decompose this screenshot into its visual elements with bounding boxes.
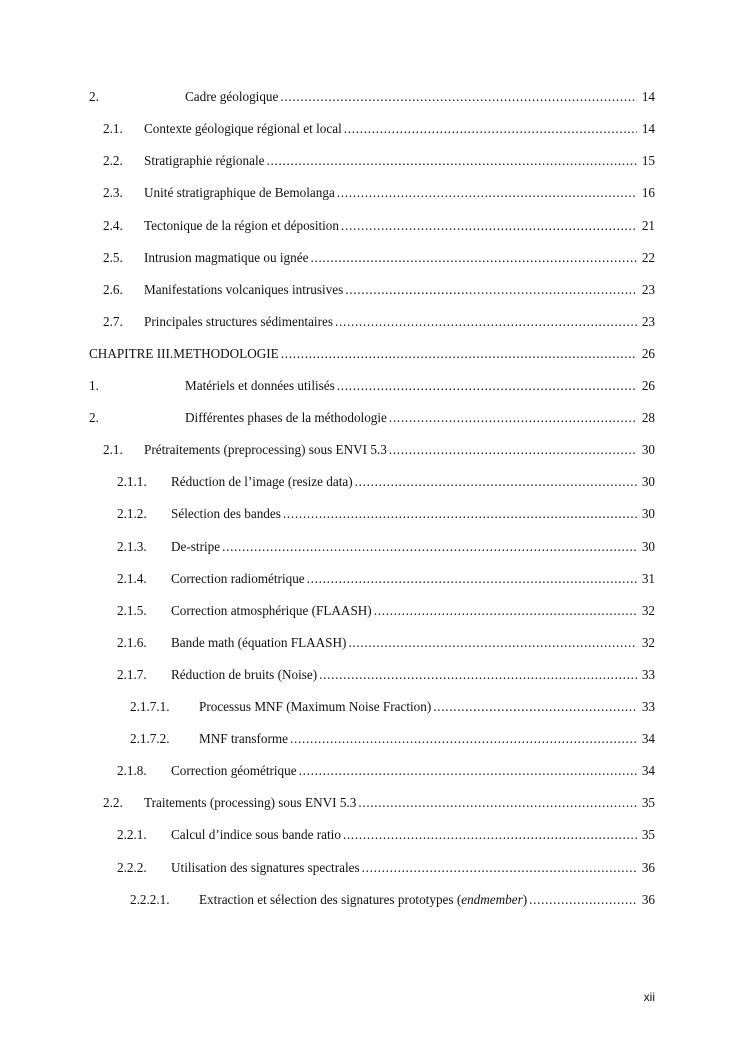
toc-entry-title: Utilisation des signatures spectrales xyxy=(171,860,360,875)
toc-entry-number: 2. xyxy=(89,89,99,104)
toc-entry[interactable] xyxy=(0,729,745,749)
toc-entry[interactable] xyxy=(0,440,745,460)
toc-entry-page: 28 xyxy=(641,410,655,425)
toc-entry-number: 2.1. xyxy=(103,121,123,136)
title-text-emphasis: endmember xyxy=(461,892,523,907)
toc-entry-title: Principales structures sédimentaires xyxy=(144,314,333,329)
toc-entry[interactable] xyxy=(0,248,745,268)
toc-entry[interactable] xyxy=(0,825,745,845)
toc-entry-title: Traitements (processing) sous ENVI 5.3 xyxy=(144,795,357,810)
toc-entry-title: Réduction de l’image (resize data) xyxy=(171,474,353,489)
toc-entry-page: 26 xyxy=(641,346,655,361)
toc-entry[interactable] xyxy=(0,793,745,813)
toc-entry-page: 34 xyxy=(641,763,655,778)
toc-entry[interactable] xyxy=(0,504,745,524)
dot-leader xyxy=(337,183,637,203)
toc-entry[interactable] xyxy=(0,633,745,653)
dot-leader xyxy=(222,537,637,557)
toc-entry-page: 33 xyxy=(641,667,655,682)
toc-entry-title: Bande math (équation FLAASH) xyxy=(171,635,347,650)
dot-leader xyxy=(362,858,637,878)
dot-leader xyxy=(358,793,637,813)
dot-leader xyxy=(299,761,637,781)
toc-entry-page: 16 xyxy=(641,185,655,200)
dot-leader xyxy=(344,119,637,139)
toc-entry-title: Intrusion magmatique ou ignée xyxy=(144,250,309,265)
toc-entry-number: 2.3. xyxy=(103,185,123,200)
dot-leader xyxy=(433,697,637,717)
toc-entry-title: Processus MNF (Maximum Noise Fraction) xyxy=(199,699,432,714)
toc-entry-number: 2.7. xyxy=(103,314,123,329)
dot-leader xyxy=(529,890,637,910)
toc-entry-number: 2.2.1. xyxy=(117,827,147,842)
toc-entry-title: MNF transforme xyxy=(199,731,289,746)
toc-entry-page: 34 xyxy=(641,731,655,746)
toc-entry-title: Correction géométrique xyxy=(171,763,297,778)
toc-entry-number: 2.1.7.2. xyxy=(130,731,170,746)
toc-entry-title: Stratigraphie régionale xyxy=(144,153,265,168)
toc-entry-page: 30 xyxy=(641,506,655,521)
dot-leader xyxy=(374,601,637,621)
toc-entry-number: 2.1.8. xyxy=(117,763,147,778)
toc-entry-number: 2.5. xyxy=(103,250,123,265)
dot-leader xyxy=(310,248,637,268)
toc-entry-number: 2.2.2.1. xyxy=(130,892,170,907)
toc-entry[interactable] xyxy=(0,890,745,910)
toc-entry-number: 2.1.3. xyxy=(117,539,147,554)
toc-entry-page: 22 xyxy=(641,250,655,265)
toc-entry-page: 35 xyxy=(641,827,655,842)
toc-entry-page: 33 xyxy=(641,699,655,714)
toc-entry-title: CHAPITRE III.METHODOLOGIE xyxy=(89,346,279,361)
dot-leader xyxy=(341,216,637,236)
dot-leader xyxy=(343,825,637,845)
toc-entry-number: 2.1.2. xyxy=(117,506,147,521)
toc-entry-title: Sélection des bandes xyxy=(171,506,281,521)
dot-leader xyxy=(335,312,637,332)
toc-entry-page: 21 xyxy=(641,218,655,233)
dot-leader xyxy=(319,665,637,685)
toc-entry[interactable] xyxy=(0,697,745,717)
toc-entry[interactable] xyxy=(0,376,745,396)
dot-leader xyxy=(283,504,637,524)
toc-entry-page: 32 xyxy=(641,603,655,618)
dot-leader xyxy=(281,344,637,364)
toc-entry-number: 2.6. xyxy=(103,282,123,297)
toc-entry-page: 30 xyxy=(641,539,655,554)
toc-entry[interactable] xyxy=(0,665,745,685)
toc-entry[interactable] xyxy=(0,537,745,557)
toc-entry-title: Calcul d’indice sous bande ratio xyxy=(171,827,341,842)
toc-entry-page: 26 xyxy=(641,378,655,393)
toc-entry[interactable] xyxy=(0,569,745,589)
toc-entry-number: 2.4. xyxy=(103,218,123,233)
toc-entry[interactable] xyxy=(0,601,745,621)
dot-leader xyxy=(266,151,637,171)
toc-entry-number: 1. xyxy=(89,378,99,393)
toc-entry-title: Correction atmosphérique (FLAASH) xyxy=(171,603,372,618)
toc-entry-title: Contexte géologique régional et local xyxy=(144,121,342,136)
toc-entry[interactable] xyxy=(0,280,745,300)
toc-entry[interactable] xyxy=(0,119,745,139)
toc-chapter-entry[interactable] xyxy=(0,344,745,364)
toc-entry-number: 2. xyxy=(89,410,99,425)
dot-leader xyxy=(307,569,637,589)
toc-entry-number: 2.1.6. xyxy=(117,635,147,650)
toc-entry-number: 2.1. xyxy=(103,442,123,457)
title-text-start: Extraction et sélection des signatures prototypes ( xyxy=(199,892,462,907)
toc-entry-title: Matériels et données utilisés xyxy=(185,378,335,393)
toc-entry-page: 14 xyxy=(641,89,655,104)
toc-entry-title: Cadre géologique xyxy=(185,89,279,104)
toc-entry-page: 14 xyxy=(641,121,655,136)
toc-entry-title: Prétraitements (preprocessing) sous ENVI 5.3 xyxy=(144,442,387,457)
toc-entry-title xyxy=(199,890,527,910)
toc-entry-number: 2.2. xyxy=(103,795,123,810)
toc-entry-page: 35 xyxy=(641,795,655,810)
dot-leader xyxy=(280,87,637,107)
toc-entry-page: 36 xyxy=(641,892,655,907)
dot-leader xyxy=(355,472,637,492)
toc-entry[interactable] xyxy=(0,216,745,236)
toc-entry[interactable] xyxy=(0,183,745,203)
dot-leader xyxy=(348,633,637,653)
toc-entry[interactable] xyxy=(0,472,745,492)
toc-entry[interactable] xyxy=(0,408,745,428)
toc-entry-page: 15 xyxy=(641,153,655,168)
toc-entry-page: 23 xyxy=(641,314,655,329)
toc-entry-title: Tectonique de la région et déposition xyxy=(144,218,339,233)
toc-entry[interactable] xyxy=(0,761,745,781)
dot-leader xyxy=(337,376,637,396)
toc-entry-title: Différentes phases de la méthodologie xyxy=(185,410,387,425)
toc-entry-title: Correction radiométrique xyxy=(171,571,305,586)
toc-entry-page: 36 xyxy=(641,860,655,875)
page-number: xii xyxy=(643,990,655,1004)
toc-entry-number: 2.1.4. xyxy=(117,571,147,586)
dot-leader xyxy=(290,729,637,749)
dot-leader xyxy=(389,408,637,428)
toc-entry-title: Unité stratigraphique de Bemolanga xyxy=(144,185,335,200)
toc-entry-title: Réduction de bruits (Noise) xyxy=(171,667,318,682)
toc-entry-title: De-stripe xyxy=(171,539,221,554)
toc-entry-number: 2.1.1. xyxy=(117,474,147,489)
toc-entry-number: 2.2.2. xyxy=(117,860,147,875)
toc-entry-page: 30 xyxy=(641,474,655,489)
toc-entry[interactable] xyxy=(0,312,745,332)
toc-entry-page: 32 xyxy=(641,635,655,650)
dot-leader xyxy=(345,280,637,300)
toc-entry-title: Manifestations volcaniques intrusives xyxy=(144,282,344,297)
title-text-end: ) xyxy=(522,892,528,907)
toc-entry-number: 2.1.7.1. xyxy=(130,699,170,714)
toc-entry-page: 31 xyxy=(641,571,655,586)
toc-entry[interactable] xyxy=(0,87,745,107)
dot-leader xyxy=(389,440,637,460)
toc-entry[interactable] xyxy=(0,151,745,171)
toc-entry-number: 2.2. xyxy=(103,153,123,168)
toc-entry-number: 2.1.7. xyxy=(117,667,147,682)
toc-entry[interactable] xyxy=(0,858,745,878)
toc-entry-number: 2.1.5. xyxy=(117,603,147,618)
toc-entry-page: 23 xyxy=(641,282,655,297)
toc-entry-page: 30 xyxy=(641,442,655,457)
